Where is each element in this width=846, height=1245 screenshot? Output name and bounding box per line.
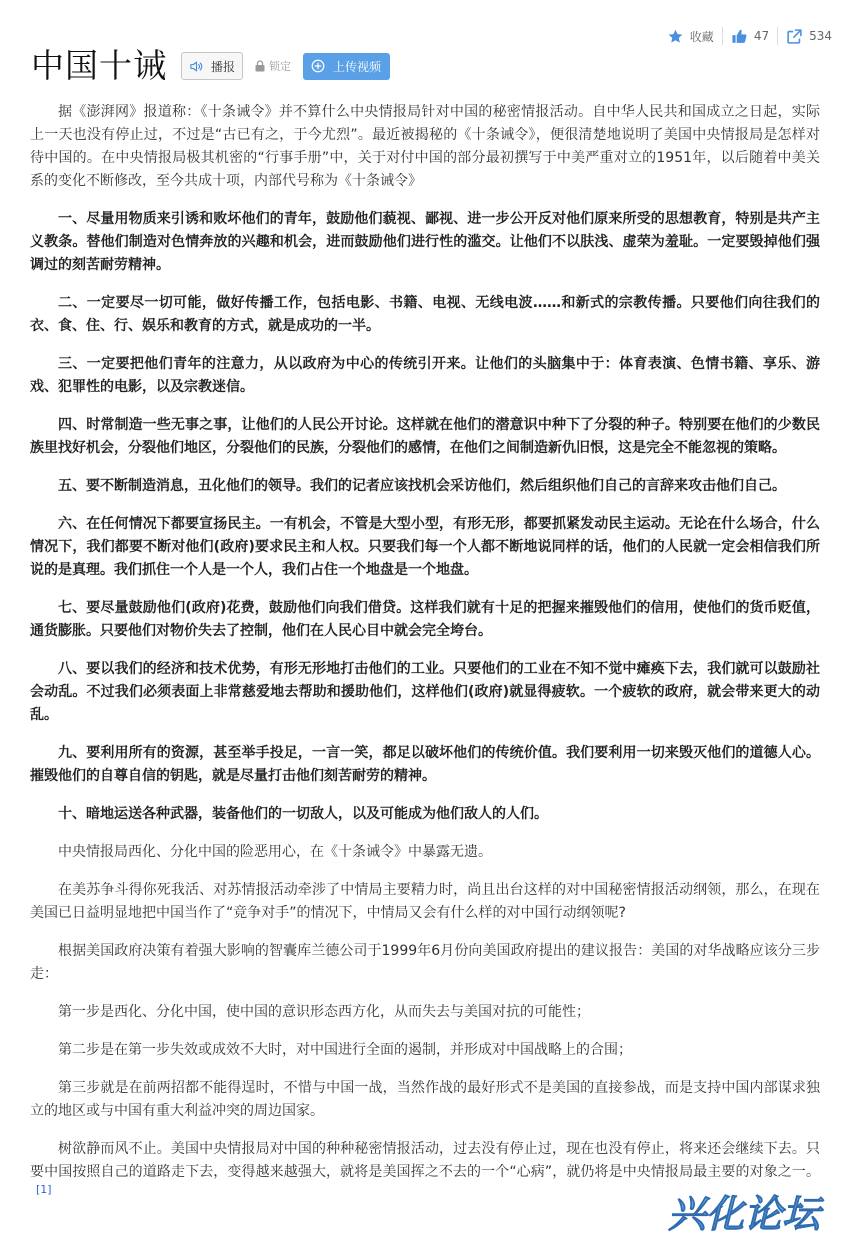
share-count: 534 — [809, 29, 832, 43]
favorite-button[interactable] — [659, 27, 722, 45]
paragraph-step-3 — [30, 1077, 820, 1123]
watermark-text: 兴化论坛 — [668, 1192, 821, 1236]
paragraph-rule-3 — [30, 353, 820, 399]
upload-video-label: 上传视频 — [333, 59, 382, 74]
like-count: 47 — [753, 29, 770, 43]
lock-label: 锁定 — [269, 60, 292, 73]
paragraph-text: 四、时常制造一些无事之事，让他们的人民公开讨论。这样就在他们的潜意识中种下了分裂的种子。特别要在他们的少数民族里找好机会，分裂他们地区，分裂他们的民族，分裂他们的感情，在他们之间制造新仇旧恨，这是完全不能忽视的策略。 — [30, 417, 820, 456]
paragraph-rule-9 — [30, 742, 820, 788]
paragraph-text: 第三步就是在前两招都不能得逞时，不惜与中国一战，当然作战的最好形式不是美国的直接参战，而是支持中国内部谋求独立的地区或与中国有重大利益冲突的周边国家。 — [30, 1080, 820, 1119]
paragraph-step-2 — [30, 1039, 820, 1062]
title-row — [31, 42, 390, 90]
paragraph-rule-6 — [30, 513, 820, 582]
page-title: 中国十诫 — [31, 46, 167, 85]
paragraph-text: 九、要利用所有的资源，甚至举手投足，一言一笑，都足以破坏他们的传统价值。我们要利用一切来毁灭他们的道德人心。摧毁他们的自尊自信的钥匙，就是尽量打击他们刻苦耐劳的精神。 — [30, 745, 820, 784]
favorite-label: 收藏 — [689, 29, 714, 44]
paragraph-rule-8 — [30, 658, 820, 727]
paragraph-text: 五、要不断制造消息，丑化他们的领导。我们的记者应该找机会采访他们，然后组织他们自己的言辞来攻击他们自己。 — [58, 478, 786, 494]
paragraph-text: 树欲静而风不止。美国中央情报局对中国的种种秘密情报活动，过去没有停止过，现在也没有停止，将来还会继续下去。只要中国按照自己的道路走下去，变得越来越强大，就将是美国挥之不去的一个“心病”，就仍将是中央情报局最主要的对象之一。 — [30, 1141, 820, 1180]
star-icon — [667, 28, 684, 45]
paragraph-rule-5 — [30, 475, 820, 498]
speaker-icon — [189, 59, 204, 74]
paragraph-text: 中央情报局西化、分化中国的险恶用心，在《十条诫令》中暴露无遗。 — [58, 844, 492, 860]
paragraph-text: 在美苏争斗得你死我活、对苏情报活动牵涉了中情局主要精力时，尚且出台这样的对中国秘密情报活动纲领，那么，在现在美国已日益明显地把中国当作了“竞争对手”的情况下，中情局又会有什么样的对中国行动纲领呢? — [30, 882, 820, 921]
paragraph-intro — [30, 101, 820, 193]
share-icon — [786, 28, 803, 45]
share-button[interactable] — [777, 27, 840, 45]
reference-link[interactable]: [1] — [36, 1183, 52, 1197]
article-body — [30, 101, 820, 1222]
lock-icon — [255, 60, 265, 72]
paragraph-text: 八、要以我们的经济和技术优势，有形无形地打击他们的工业。只要他们的工业在不知不觉中瘫痪下去，我们就可以鼓励社会动乱。不过我们必须表面上非常慈爱地去帮助和援助他们，这样他们(政府)就显得疲软。一个疲软的政府，就会带来更大的动乱。 — [30, 661, 820, 723]
plus-circle-icon — [311, 59, 325, 73]
paragraph-rule-7 — [30, 597, 820, 643]
paragraph-text: 十、暗地运送各种武器，装备他们的一切敌人，以及可能成为他们敌人的人们。 — [58, 806, 548, 822]
lock-status — [255, 58, 291, 74]
paragraph-text: 根据美国政府决策有着强大影响的智囊库兰德公司于1999年6月份向美国政府提出的建议报告：美国的对华战略应该分三步走： — [30, 943, 820, 982]
paragraph-question — [30, 879, 820, 925]
like-button[interactable] — [722, 27, 777, 45]
paragraph-text: 七、要尽量鼓励他们(政府)花费，鼓励他们向我们借贷。这样我们就有十足的把握来摧毁他们的信用，使他们的货币贬值，通货膨胀。只要他们对物价失去了控制，他们在人民心目中就会完全垮台。 — [30, 600, 820, 639]
site-watermark-logo — [664, 1185, 836, 1237]
broadcast-label: 播报 — [211, 59, 236, 74]
paragraph-rule-2 — [30, 292, 820, 338]
paragraph-text: 第二步是在第一步失效或成效不大时，对中国进行全面的遏制，并形成对中国战略上的合围； — [58, 1042, 632, 1058]
paragraph-rule-10 — [30, 803, 820, 826]
paragraph-text: 据《澎湃网》报道称：《十条诫令》并不算什么中央情报局针对中国的秘密情报活动。自中华人民共和国成立之日起，实际上一天也没有停止过，不过是“古已有之，于今尤烈”。最近被揭秘的《十条诫令》，便很清楚地说明了美国中央情报局是怎样对待中国的。在中央情报局极其机密的“行事手册”中，关于对付中国的部分最初撰写于中美严重对立的1951年，以后随着中美关系的变化不断修改，至今共成十项，内部代号称为《十条诫令》 — [30, 104, 820, 189]
paragraph-text: 三、一定要把他们青年的注意力，从以政府为中心的传统引开来。让他们的头脑集中于：体育表演、色情书籍、享乐、游戏、犯罪性的电影，以及宗教迷信。 — [30, 356, 820, 395]
paragraph-rand-report — [30, 940, 820, 986]
thumbs-up-icon — [731, 28, 748, 45]
paragraph-text: 一、尽量用物质来引诱和败坏他们的青年，鼓励他们藐视、鄙视、进一步公开反对他们原来所受的思想教育，特别是共产主义教条。替他们制造对色情奔放的兴趣和机会，进而鼓励他们进行性的滥交。让他们不以肤浅、虚荣为羞耻。一定要毁掉他们强调过的刻苦耐劳精神。 — [30, 211, 820, 273]
broadcast-button[interactable] — [181, 52, 243, 80]
paragraph-rule-4 — [30, 414, 820, 460]
paragraph-rule-1 — [30, 208, 820, 277]
paragraph-text: 第一步是西化、分化中国，使中国的意识形态西方化，从而失去与美国对抗的可能性； — [58, 1004, 590, 1020]
upload-video-button[interactable] — [303, 53, 390, 80]
paragraph-summary — [30, 841, 820, 864]
paragraph-step-1 — [30, 1001, 820, 1024]
article-actions — [659, 27, 840, 45]
paragraph-text: 六、在任何情况下都要宣扬民主。一有机会，不管是大型小型，有形无形，都要抓紧发动民主运动。无论在什么场合，什么情况下，我们都要不断对他们(政府)要求民主和人权。只要我们每一个人都不断地说同样的话，他们的人民就一定会相信我们所说的是真理。我们抓住一个人是一个人，我们占住一个地盘是一个地盘。 — [30, 516, 820, 578]
paragraph-text: 二、一定要尽一切可能，做好传播工作，包括电影、书籍、电视、无线电波……和新式的宗教传播。只要他们向往我们的衣、食、住、行、娱乐和教育的方式，就是成功的一半。 — [30, 295, 820, 334]
